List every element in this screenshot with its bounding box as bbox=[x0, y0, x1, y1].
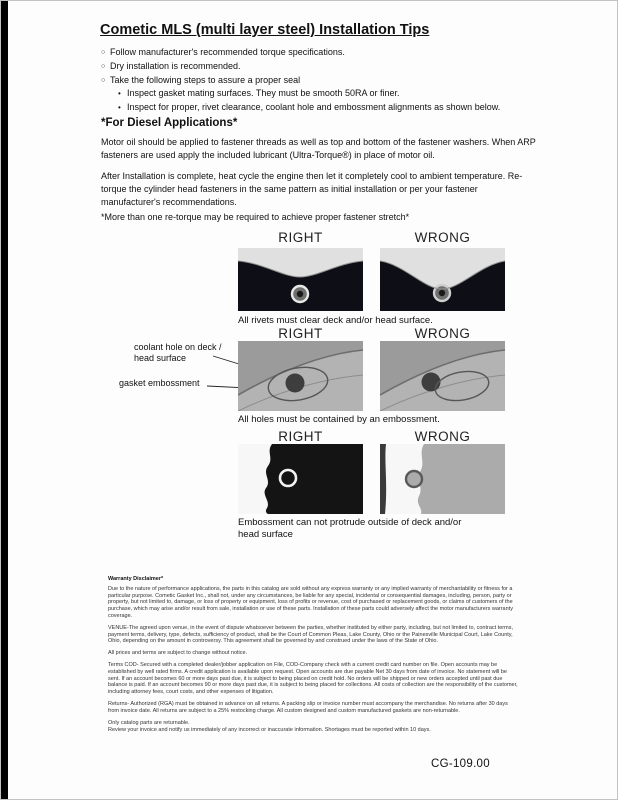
page-title: Cometic MLS (multi layer steel) Installation Tips bbox=[100, 22, 430, 38]
right-label: RIGHT bbox=[278, 429, 323, 444]
legal-heading: Warranty Disclaimer* bbox=[108, 576, 164, 582]
annotation-coolant-hole-label: coolant hole on deck / head surface bbox=[134, 342, 222, 363]
circle-bullet-icon: ○ bbox=[101, 62, 106, 70]
retorque-note: *More than one re-torque may be required to achieve proper fastener stretch* bbox=[101, 212, 410, 222]
dot-bullet-icon: • bbox=[118, 89, 121, 99]
legal-paragraph: Due to the nature of performance applications, the parts in this catalog are sold without any express warranty or any implied warranty of merchantability or fitness for a particular purpose. Cometic Gasket Inc., shall not, under any circumstances, be liable for any special, incidental or consequential damages, including, person, party or property, but not limited to, damage, or loss of property or equipment, loss of profits or revenue, cost of purchased or replacement goods, or claims of customers of the purchase, which may arise and/or result from sale, installation or use of these parts. Installation of these parts could adversely affect the motor manufacturers warranty coverage. bbox=[108, 585, 513, 619]
diagram-caption: All rivets must clear deck and/or head surface. bbox=[238, 315, 433, 326]
tip-text: Follow manufacturer's recommended torque specifications. bbox=[110, 47, 345, 57]
coolant-hole-right-diagram bbox=[238, 341, 363, 411]
right-label: RIGHT bbox=[278, 230, 323, 245]
wrong-label: WRONG bbox=[414, 429, 471, 444]
legal-section bbox=[108, 576, 518, 739]
wrong-label: WRONG bbox=[414, 230, 471, 245]
legal-paragraph: Terms COD- Secured with a completed dealer/jobber application on File, COD-Company check with a current credit card number on file. Open accounts may be established by well rated firms. A credit application is available upon request. Open accounts are due payable Net 30 days from date of invoice. No statement will be sent. If an account becomes 60 or more days past due, it is subject to being placed on credit hold. No orders will be shipped or new orders accepted until past due balance is paid. If an account becomes 90 or more days past due, it is subject to being placed for collections. All costs of collection are the responsibility of the customer, including attorney fees, court costs, and other expenses of litigation. bbox=[108, 661, 518, 696]
coolant-hole-wrong-diagram bbox=[380, 341, 505, 411]
circle-bullet-icon: ○ bbox=[101, 49, 106, 56]
footer-code: CG-109.00 bbox=[431, 758, 490, 770]
embossment-right-diagram bbox=[238, 444, 363, 514]
tip-sub-item bbox=[101, 87, 500, 101]
page-edge-bar bbox=[1, 1, 8, 800]
rivets-right-diagram bbox=[238, 248, 363, 311]
tip-sub-item bbox=[101, 101, 500, 115]
annotation-gasket-embossment-label: gasket embossment bbox=[119, 378, 200, 388]
tip-item bbox=[101, 60, 500, 74]
legal-paragraph: All prices and terms are subject to change without notice. bbox=[108, 650, 248, 657]
tip-text: Inspect gasket mating surfaces. They must be smooth 50RA or finer. bbox=[127, 88, 400, 99]
legal-paragraph: Returns- Authorized (RGA) must be obtained in advance on all returns. A packing slip or invoice number must accompany the merchandise. No returns after 30 days from invoice date. All returns are subject to a 25% restocking charge. All custom designed and custom manufactured gaskets are non-returnable. bbox=[108, 700, 508, 714]
legal-paragraph: VENUE-The agreed upon venue, in the event of dispute whatsoever between the parties, whether instituted by either party, including, but not limited to, contract terms, payment terms, delivery, type, defects, sufficiency of product, shall be the Court of Common Pleas, Lake County, Ohio or the Painesville Municipal Court, Lake County, Ohio, depending on the amount in controversy. This agreement shall be governed by and construed under the laws of the State of Ohio. bbox=[108, 624, 513, 645]
embossment-wrong-diagram bbox=[380, 444, 505, 514]
right-label: RIGHT bbox=[278, 326, 323, 341]
diesel-heading: *For Diesel Applications* bbox=[101, 117, 238, 129]
circle-bullet-icon: ○ bbox=[101, 76, 106, 84]
diagram-caption: All holes must be contained by an embossment. bbox=[238, 414, 440, 425]
tips-list bbox=[101, 46, 500, 115]
diagram-caption: Embossment can not protrude outside of deck and/or head surface bbox=[238, 517, 462, 540]
tip-item bbox=[101, 46, 500, 60]
rivets-wrong-diagram bbox=[380, 248, 505, 311]
dot-bullet-icon: • bbox=[118, 103, 121, 113]
tip-text: Inspect for proper, rivet clearance, coolant hole and embossment alignments as shown below. bbox=[127, 102, 501, 113]
legal-paragraph: Review your invoice and notify us immediately of any incorrect or inaccurate information. Shortages must be reported within 10 days. bbox=[108, 727, 431, 734]
diesel-paragraph-2: After Installation is complete, heat cycle the engine then let it completely cool to ambient temperature. Re-torque the cylinder head fasteners in the same pattern as initial installation or per your fastener manufacturer's recommendations. bbox=[101, 171, 523, 207]
legal-paragraph: Only catalog parts are returnable. bbox=[108, 719, 190, 726]
tip-text: Dry installation is recommended. bbox=[110, 60, 241, 71]
tip-text: Take the following steps to assure a proper seal bbox=[110, 74, 301, 85]
tip-item bbox=[101, 74, 500, 88]
wrong-label: WRONG bbox=[414, 326, 471, 341]
diesel-paragraph-1: Motor oil should be applied to fastener threads as well as top and bottom of the fastener washers. When ARP fasteners are used apply the included lubricant (Ultra-Torque®) in place of motor oil. bbox=[101, 137, 536, 160]
